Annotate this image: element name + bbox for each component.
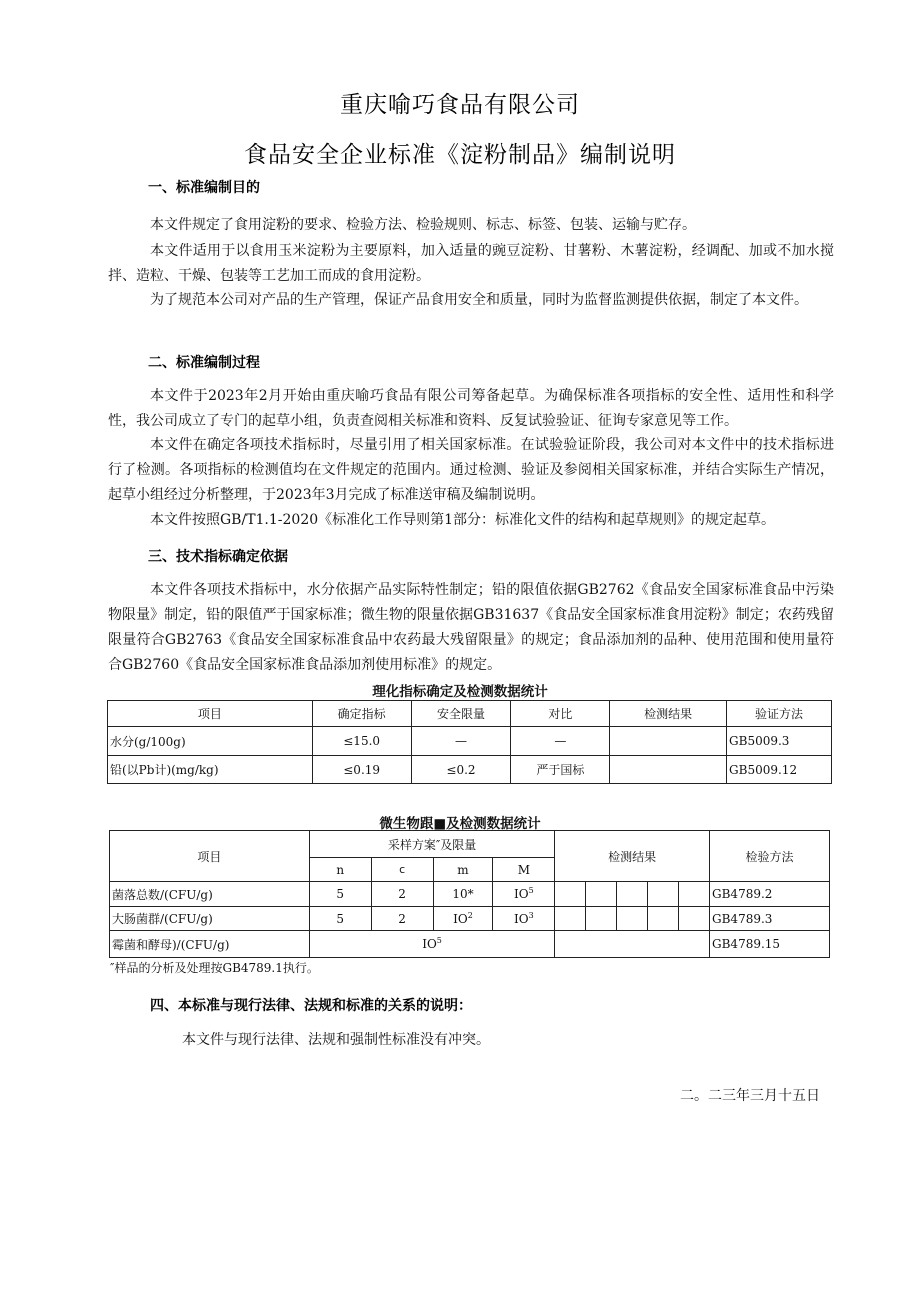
table2-cell-M bbox=[493, 882, 555, 907]
section-4-heading: 四、本标准与现行法律、法规和标准的关系的说明： bbox=[150, 998, 472, 1014]
document-date: 二。二三年三月十五日 bbox=[680, 1088, 820, 1104]
table1-cell-method: GB5009.3 bbox=[727, 727, 832, 756]
table2-header-result: 检测结果 bbox=[555, 831, 710, 882]
section-2-paragraph-2: 本文件在确定各项技术指标时，尽量引用了相关国家标准。在试验验证阶段，我公司对本文件中的技术指标进行了检测。各项指标的检测值均在文件规定的范围内。通过检测、验证及参阅相关国家标准，并结合实际生产情况，起草小组经过分析整理，于2023年3月完成了标准送审稿及编制说明。 bbox=[108, 437, 834, 503]
table2-subheader-M: M bbox=[493, 858, 555, 882]
table2-subheader-m: m bbox=[433, 858, 493, 882]
table2-cell-c: 2 bbox=[371, 907, 433, 931]
table1-cell-result bbox=[610, 756, 727, 784]
section-2-paragraph-1: 本文件于2023年2月开始由重庆喻巧食品有限公司筹备起草。为确保标准各项指标的安全性、适用性和科学性，我公司成立了专门的起草小组，负责查阅相关标准和资料、反复试验验证、征询专家意见等工作。 bbox=[108, 388, 834, 429]
table2-caption: 微生物跟■及检测数据统计 bbox=[379, 816, 541, 832]
table2-cell-method: GB4789.3 bbox=[710, 907, 830, 931]
table2-header-plan: 采样方案″及限量 bbox=[309, 831, 555, 858]
microbiology-table bbox=[109, 830, 830, 958]
table2-cell-m-exp: 2 bbox=[467, 910, 473, 920]
table2-result-cell bbox=[679, 882, 710, 907]
table2-result-cell bbox=[555, 931, 710, 958]
table2-result-cell bbox=[617, 882, 648, 907]
table2-result-cell bbox=[586, 907, 617, 931]
table2-cell-M bbox=[493, 907, 555, 931]
table1-header-method: 验证方法 bbox=[727, 701, 832, 727]
table1-header-row bbox=[108, 701, 832, 727]
table1-header-result: 检测结果 bbox=[610, 701, 727, 727]
table2-result-cell bbox=[679, 907, 710, 931]
table2-cell-method: GB4789.15 bbox=[710, 931, 830, 958]
section-1-paragraph-3: 为了规范本公司对产品的生产管理，保证产品食用安全和质量，同时为监督监测提供依据，制定了本文件。 bbox=[150, 292, 808, 308]
table1-cell-item: 铅(以Pb计)(mg/kg) bbox=[108, 756, 313, 784]
table2-cell-method: GB4789.2 bbox=[710, 882, 830, 907]
table1-cell-item: 水分(g/100g) bbox=[108, 727, 313, 756]
table1-cell-limit: — bbox=[411, 727, 511, 756]
table1-cell-compare: — bbox=[511, 727, 610, 756]
table-row bbox=[110, 907, 830, 931]
table2-result-cell bbox=[617, 907, 648, 931]
table2-cell-item: 霉菌和酵母)/(CFU/g) bbox=[110, 931, 310, 958]
table2-cell-merged-base: IO bbox=[422, 937, 437, 951]
table2-cell-item: 菌落总数/(CFU/g) bbox=[110, 882, 310, 907]
table-row bbox=[108, 756, 832, 784]
table2-cell-item: 大肠菌群/(CFU/g) bbox=[110, 907, 310, 931]
table1-cell-limit: ≤0.2 bbox=[411, 756, 511, 784]
table-row bbox=[110, 882, 830, 907]
table2-cell-m bbox=[433, 882, 493, 907]
table1-cell-spec: ≤15.0 bbox=[312, 727, 411, 756]
section-1-paragraph-2: 本文件适用于以食用玉米淀粉为主要原料，加入适量的豌豆淀粉、甘薯粉、木薯淀粉，经调配、加或不加水搅拌、造粒、干燥、包装等工艺加工而成的食用淀粉。 bbox=[108, 243, 834, 284]
table2-result-cell bbox=[555, 907, 586, 931]
physicochemical-table bbox=[107, 700, 832, 784]
table2-cell-m-base: 10* bbox=[452, 887, 474, 901]
section-2-paragraph-3: 本文件按照GB/T1.1-2020《标准化工作导则第1部分：标准化文件的结构和起草规则》的规定起草。 bbox=[150, 512, 776, 528]
table2-cell-merged-limit bbox=[309, 931, 555, 958]
document-title: 食品安全企业标准《淀粉制品》编制说明 bbox=[244, 142, 676, 168]
table1-header-spec: 确定指标 bbox=[312, 701, 411, 727]
table1-cell-result bbox=[610, 727, 727, 756]
table2-footnote: ″样品的分析及处理按GB4789.1执行。 bbox=[110, 961, 319, 975]
table2-cell-c: 2 bbox=[371, 882, 433, 907]
table2-cell-m bbox=[433, 907, 493, 931]
table-row bbox=[110, 931, 830, 958]
table2-result-cell bbox=[586, 882, 617, 907]
table2-cell-M-base: IO bbox=[514, 911, 529, 926]
table2-subheader-c: c bbox=[371, 858, 433, 882]
table2-cell-merged-exp: 5 bbox=[436, 936, 442, 945]
table2-cell-M-exp: 3 bbox=[528, 910, 534, 920]
table1-header-limit: 安全限量 bbox=[411, 701, 511, 727]
table2-header-row bbox=[110, 831, 830, 858]
table2-header-method: 检验方法 bbox=[710, 831, 830, 882]
table-row bbox=[108, 727, 832, 756]
section-1-paragraph-1: 本文件规定了食用淀粉的要求、检验方法、检验规则、标志、标签、包装、运输与贮存。 bbox=[150, 217, 696, 233]
table1-cell-method: GB5009.12 bbox=[727, 756, 832, 784]
table2-header-item: 项目 bbox=[110, 831, 310, 882]
table2-cell-n: 5 bbox=[309, 907, 371, 931]
table2-result-cell bbox=[648, 907, 679, 931]
table1-cell-spec: ≤0.19 bbox=[312, 756, 411, 784]
table2-result-cell bbox=[648, 882, 679, 907]
section-2-heading: 二、标准编制过程 bbox=[148, 355, 260, 371]
table2-cell-M-base: IO bbox=[514, 887, 529, 901]
section-3-paragraph-1: 本文件各项技术指标中，水分依据产品实际特性制定；铅的限值依据GB2762《食品安全国家标准食品中污染物限量》制定，铅的限值严于国家标准；微生物的限量依据GB31637《食品安全国家标准食用淀粉》制定；农药残留限量符合GB2763《食品安全国家标准食品中农药最大残留限量》的规定；食品添加剂的品种、使用范围和使用量符合GB2760《食品安全国家标准食品添加剂使用标准》的规定。 bbox=[108, 582, 834, 673]
company-title: 重庆喻巧食品有限公司 bbox=[340, 92, 580, 118]
section-3-heading: 三、技术指标确定依据 bbox=[148, 549, 288, 565]
table2-subheader-n: n bbox=[309, 858, 371, 882]
table2-cell-n: 5 bbox=[309, 882, 371, 907]
table2-result-cell bbox=[555, 882, 586, 907]
table1-header-compare: 对比 bbox=[511, 701, 610, 727]
table1-header-item: 项目 bbox=[108, 701, 313, 727]
section-4-paragraph-1: 本文件与现行法律、法规和强制性标准没有冲突。 bbox=[182, 1032, 490, 1048]
table2-cell-M-exp: 5 bbox=[528, 886, 534, 895]
table1-cell-compare: 严于国标 bbox=[511, 756, 610, 784]
table2-cell-m-base: IO bbox=[453, 911, 468, 926]
table1-caption: 理化指标确定及检测数据统计 bbox=[372, 684, 548, 700]
section-1-heading: 一、标准编制目的 bbox=[148, 180, 260, 196]
